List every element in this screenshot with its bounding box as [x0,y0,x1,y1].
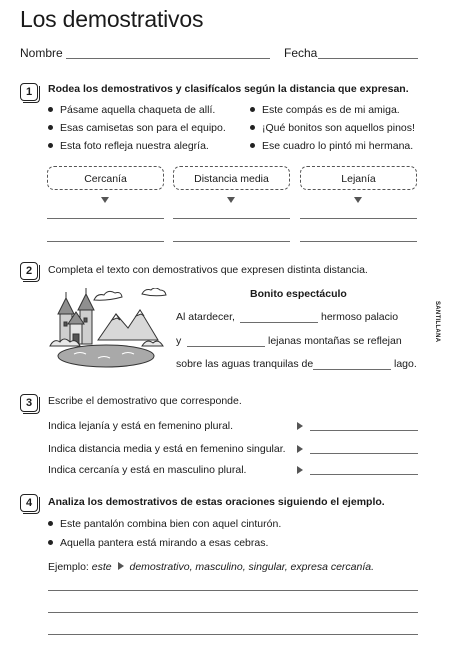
arrow-right-icon [297,445,303,453]
bullet-icon [250,125,255,130]
sentence-item: ¡Qué bonitos son aquellos pinos! [250,122,415,134]
name-field[interactable] [66,58,270,59]
answer-line-lejania-2[interactable] [300,241,417,242]
example-label: Ejemplo: [48,561,89,573]
bullet-icon [250,143,255,148]
example-line [48,561,374,573]
blank-3[interactable] [313,369,391,370]
exercise-3-number: 3 [20,394,38,412]
answer-line-media-2[interactable] [173,241,290,242]
exercise-4-number: 4 [20,494,38,512]
example-word: este [91,561,112,573]
date-label: Fecha [284,46,318,60]
q3-item-1: Indica lejanía y está en femenino plural. [48,420,234,432]
bullet-icon [48,143,53,148]
story-line-3-start: sobre las aguas tranquilas de [176,358,314,370]
sentence-item: Ese cuadro lo pintó mi hermana. [250,140,413,152]
story-line-1-end: hermoso palacio [321,311,399,323]
story-line-2-start: y [176,335,182,347]
sentence-item: Esas camisetas son para el equipo. [48,122,226,134]
arrow-right-icon [297,466,303,474]
sentence-item: Este compás es de mi amiga. [250,104,400,116]
exercise-4-instruction: Analiza los demostrativos de estas oraciones siguiendo el ejemplo. [48,496,385,508]
arrow-down-icon [227,197,235,203]
bullet-icon [48,521,53,526]
story-line-2-end: lejanas montañas se reflejan [268,335,402,347]
blank-1[interactable] [240,322,318,323]
exercise-1-instruction: Rodea los demostrativos y clasifícalos según la distancia que expresan. [48,83,409,95]
blank-2[interactable] [187,346,265,347]
bullet-icon [48,107,53,112]
bullet-icon [250,107,255,112]
arrow-down-icon [101,197,109,203]
q4-answer-line-1[interactable] [48,590,418,591]
answer-line-lejania-1[interactable] [300,218,417,219]
bullet-icon [48,125,53,130]
arrow-right-icon [118,562,124,570]
answer-line-media-1[interactable] [173,218,290,219]
sentence-item: Aquella pantera está mirando a esas cebras. [48,537,268,549]
date-field[interactable] [318,58,418,59]
story-title: Bonito espectáculo [250,288,347,300]
q4-answer-line-2[interactable] [48,612,418,613]
q3-answer-1[interactable] [310,430,418,431]
exercise-1-number: 1 [20,83,38,101]
publisher-label: SANTILLANA [434,301,440,343]
q4-answer-line-3[interactable] [48,634,418,635]
category-distancia-media: Distancia media [173,166,290,190]
q3-answer-3[interactable] [310,474,418,475]
answer-line-cercania-1[interactable] [47,218,164,219]
exercise-2-instruction: Completa el texto con demostrativos que expresen distinta distancia. [48,264,368,276]
example-analysis: demostrativo, masculino, singular, expresa cercanía. [129,561,375,573]
name-label: Nombre [20,46,63,60]
bullet-icon [48,540,53,545]
arrow-right-icon [297,422,303,430]
category-lejania: Lejanía [300,166,417,190]
castle-lake-illustration [46,288,170,374]
q3-answer-2[interactable] [310,453,418,454]
q3-item-2: Indica distancia media y está en femenino singular. [48,443,286,455]
arrow-down-icon [354,197,362,203]
sentence-item: Este pantalón combina bien con aquel cinturón. [48,518,281,530]
page-title: Los demostrativos [20,6,204,32]
exercise-3-instruction: Escribe el demostrativo que corresponde. [48,395,242,407]
category-cercania: Cercanía [47,166,164,190]
sentence-item: Pásame aquella chaqueta de allí. [48,104,215,116]
exercise-2-number: 2 [20,262,38,280]
answer-line-cercania-2[interactable] [47,241,164,242]
story-line-1-start: Al atardecer, [176,311,235,323]
story-line-3-end: lago. [394,358,417,370]
q3-item-3: Indica cercanía y está en masculino plural. [48,464,247,476]
sentence-item: Esta foto refleja nuestra alegría. [48,140,209,152]
